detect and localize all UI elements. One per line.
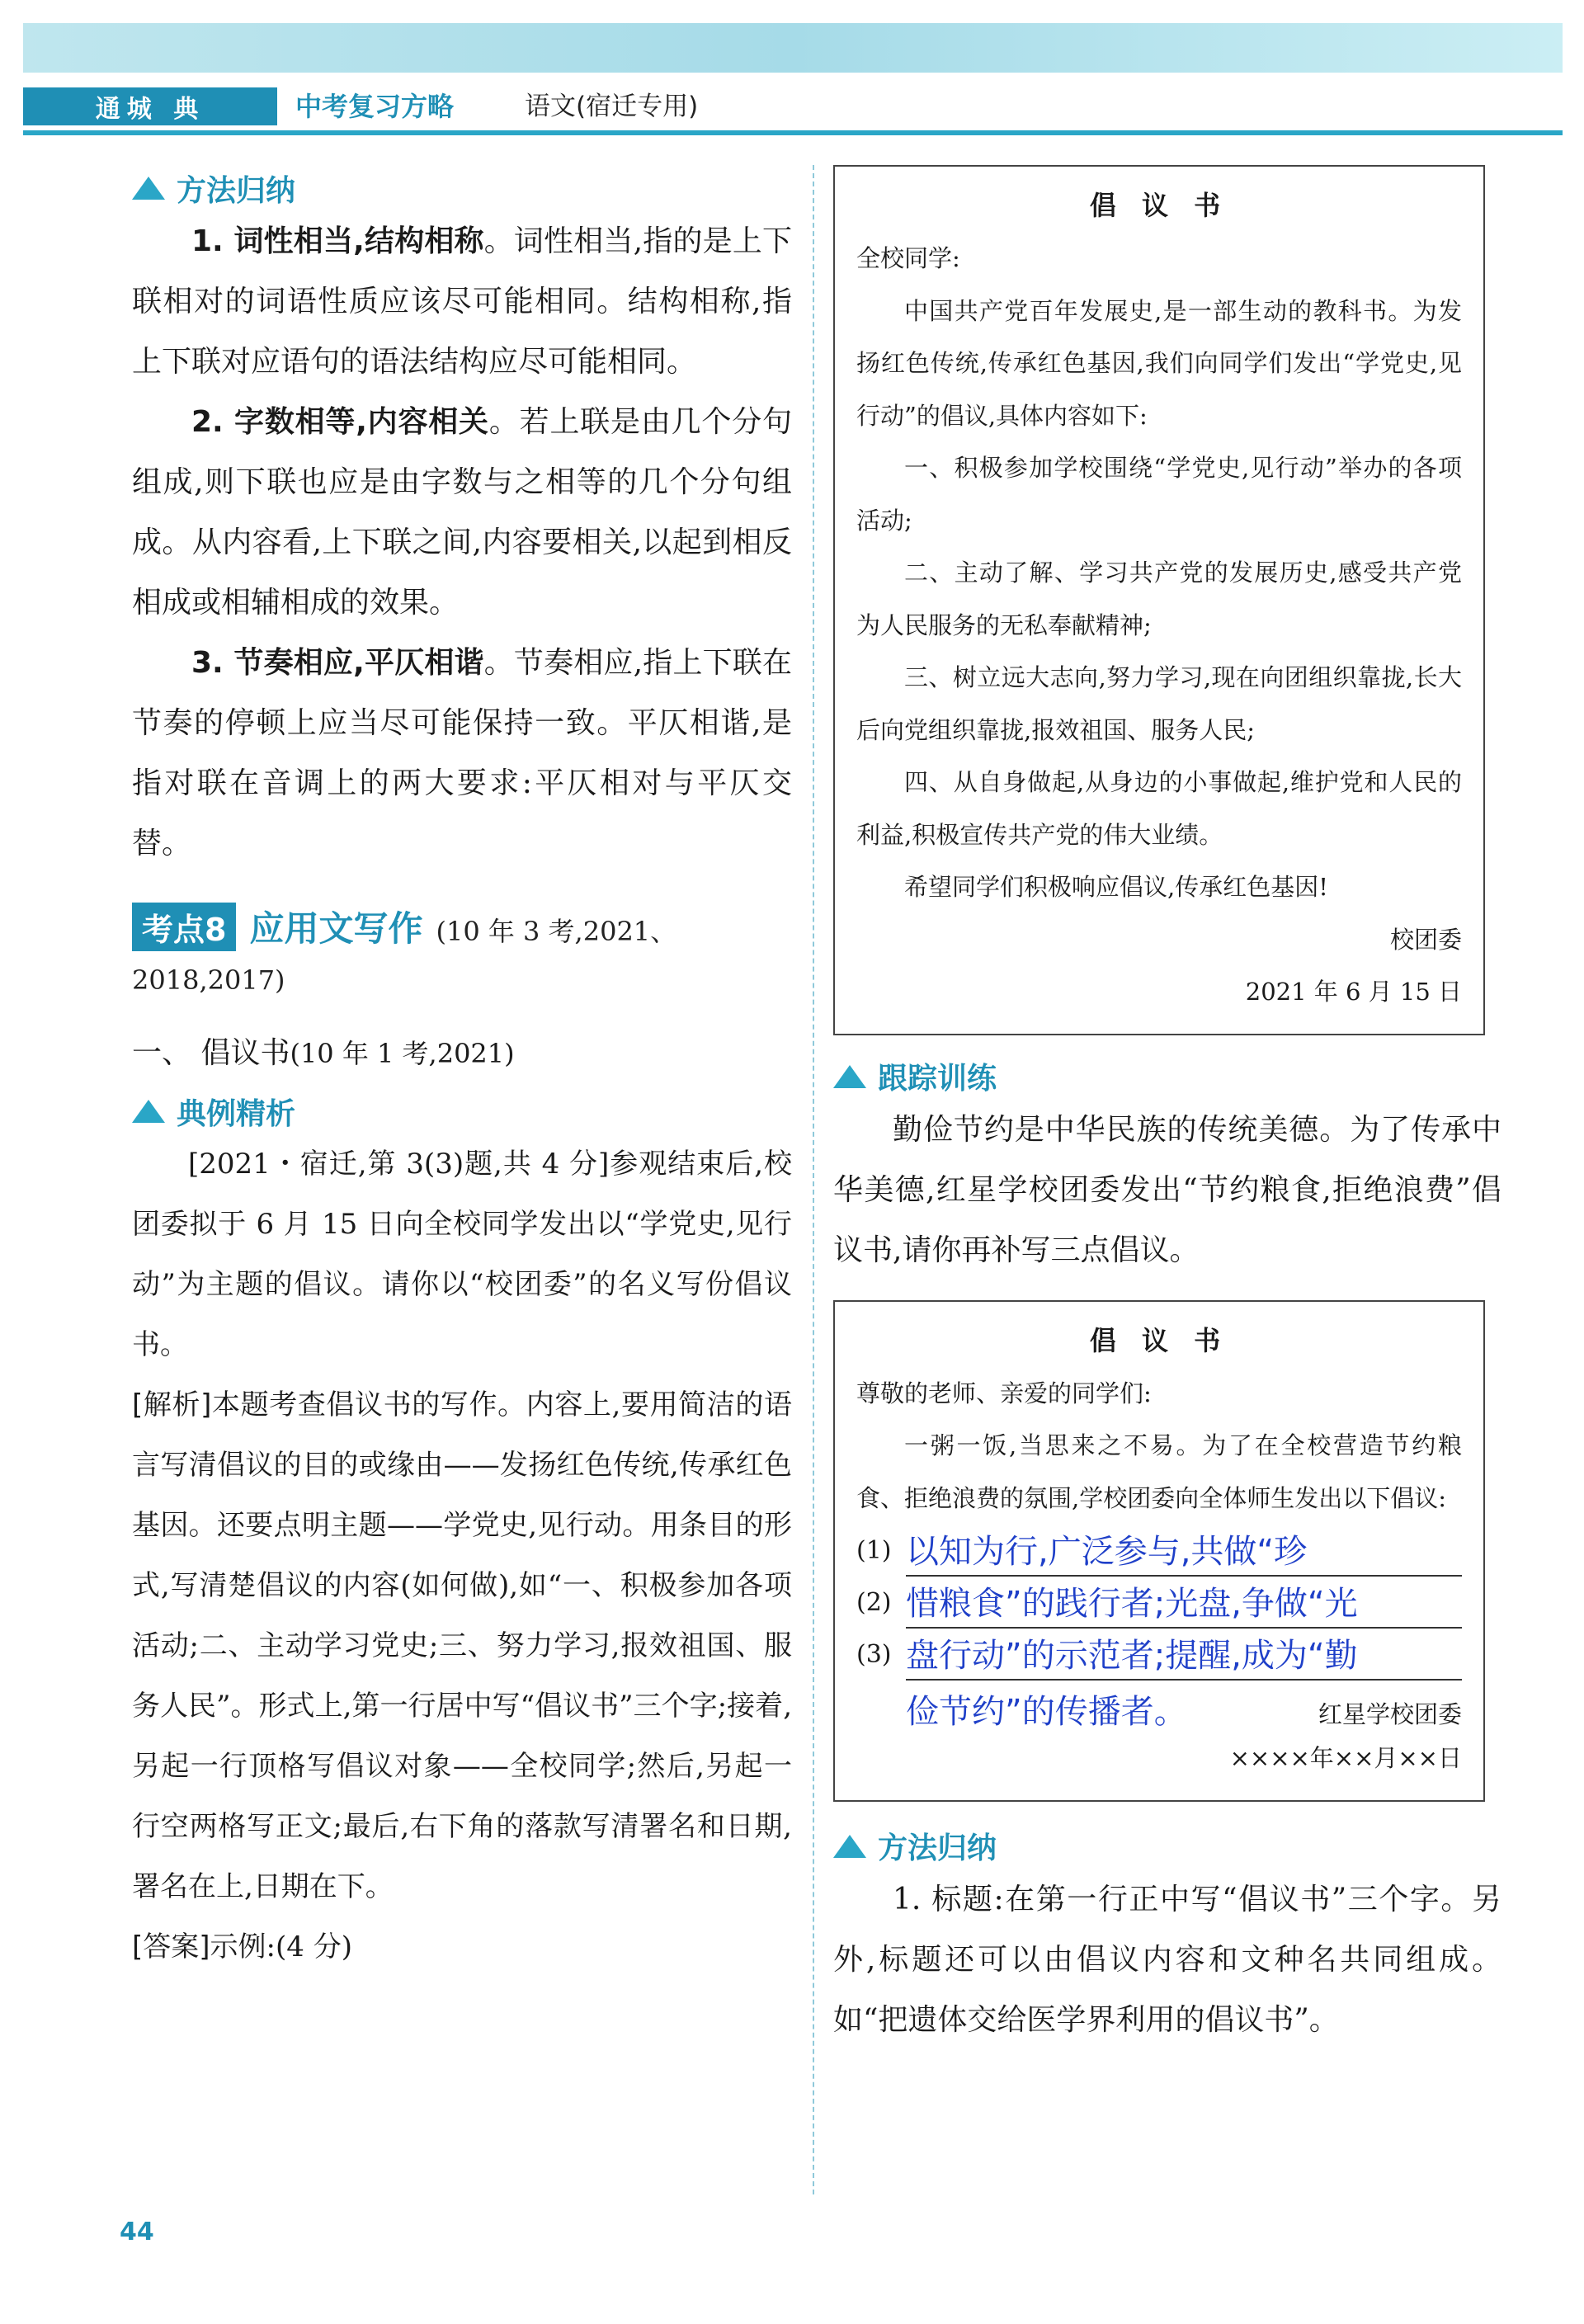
topic-frequency-cont: 2018,2017): [132, 964, 285, 996]
letter1-para-2: 一、积极参加学校围绕“学党史,见行动”举办的各项活动;: [856, 454, 1462, 535]
letter1-title: 倡 议 书: [1089, 190, 1229, 221]
method-text-3: 。节奏相应,指上下联在节奏的停顿上应当尽可能保持一致。平仄相谐,是指对联在音调上的两大要求:平仄相对与平仄交替。: [132, 646, 792, 860]
method-paragraph-2: [132, 392, 792, 633]
method2-heading: [833, 1823, 1502, 1869]
letter2-sign: 红星学校团委: [1318, 1700, 1462, 1728]
answer-line-3[interactable]: [856, 1629, 1462, 1681]
answer-tail-row: [856, 1685, 1462, 1732]
handwritten-answer-tail: 俭节约”的传播者。: [906, 1693, 1187, 1731]
answer-text: 示例:(4 分): [210, 1930, 352, 1963]
letter1-para-5: 四、从自身做起,从身边的小事做起,维护党和人民的利益,积极宣传共产党的伟大业绩。: [856, 768, 1462, 849]
method-point-2: 2. 字数相等,内容相关: [191, 405, 489, 439]
analysis-paragraph: [132, 1375, 792, 1917]
section-meta: (10 年 1 考,2021): [290, 1038, 515, 1069]
method-paragraph-1: [132, 211, 792, 392]
answer-line-1[interactable]: [856, 1525, 1462, 1577]
header-subject: 语文(宿迁专用): [525, 92, 699, 121]
method-heading: [132, 165, 792, 211]
example-question: [2021・宿迁,第 3(3)题,共 4 分]参观结束后,校团委拟于 6 月 15 日向全校同学发出以“学党史,见行动”为主题的倡议。请你以“校团委”的名义写份倡议书。: [132, 1148, 792, 1361]
right-column: [833, 165, 1502, 2050]
method2-paragraph: 1. 标题:在第一行正中写“倡议书”三个字。另外,标题还可以由倡议内容和文种名共同组成。如“把遗体交给医学界利用的倡议书”。: [833, 1882, 1502, 2037]
example-heading-label: 典例精析: [177, 1096, 296, 1131]
answer-num-1: (1): [856, 1536, 892, 1565]
handwritten-answer-3[interactable]: 盘行动”的示范者;提醒,成为“勤: [906, 1633, 1462, 1681]
method-heading-label: 方法归纳: [177, 173, 296, 208]
method-paragraph-3: [132, 633, 792, 874]
header-decor-band: [23, 23, 1563, 73]
triangle-icon: [833, 1835, 866, 1858]
training-heading-label: 跟踪训练: [878, 1062, 997, 1096]
letter1-date: 2021 年 6 月 15 日: [1245, 978, 1462, 1006]
triangle-icon: [132, 177, 165, 200]
section-heading: [132, 1030, 792, 1077]
topic-tag: 考点8: [132, 903, 236, 951]
triangle-icon: [132, 1100, 165, 1123]
topic-title: 应用文写作: [249, 908, 423, 949]
column-divider: [813, 165, 814, 2194]
topic-frequency: (10 年 3 考,2021、: [436, 916, 677, 947]
answer-num-2: (2): [856, 1588, 892, 1617]
handwritten-answer-2[interactable]: 惜粮食”的践行者;光盘,争做“光: [906, 1581, 1462, 1629]
proposal-letter-exercise: [833, 1300, 1485, 1802]
letter1-para-1: 中国共产党百年发展史,是一部生动的教科书。为发扬红色传统,传承红色基因,我们向同学们发出“学党史,见行动”的倡议,具体内容如下:: [856, 296, 1462, 430]
triangle-icon: [833, 1065, 866, 1088]
page-header: [23, 82, 1563, 135]
answer-line-2[interactable]: [856, 1577, 1462, 1629]
analysis-label: [解析]: [132, 1388, 212, 1421]
handwritten-answer-1[interactable]: 以知为行,广泛参与,共做“珍: [906, 1529, 1462, 1577]
method2-heading-label: 方法归纳: [878, 1831, 997, 1865]
method-point-3: 3. 节奏相应,平仄相谐: [191, 646, 484, 680]
training-heading: [833, 1054, 1502, 1100]
example-heading: [132, 1088, 792, 1134]
topic-heading: [132, 902, 792, 951]
method-text-1: 。词性相当,指的是上下联相对的词语性质应该尽可能相同。结构相称,指上下联对应语句的语法结构应尽可能相同。: [132, 224, 792, 379]
answer-label: [答案]: [132, 1930, 210, 1963]
letter2-salutation: 尊敬的老师、亲爱的同学们:: [856, 1379, 1152, 1407]
method-text-2: 。若上联是由几个分句组成,则下联也应是由字数与之相等的几个分句组成。从内容看,上下联之间,内容要相关,以起到相反相成或相辅相成的效果。: [132, 405, 792, 620]
section-heading-label: 一、 倡议书: [132, 1036, 290, 1070]
answer-paragraph: [132, 1917, 792, 1978]
letter2-intro: 一粥一饭,当思来之不易。为了在全校营造节约粮食、拒绝浪费的氛围,学校团委向全体师生发出以下倡议:: [856, 1431, 1462, 1512]
left-column: [132, 165, 792, 1978]
letter1-para-3: 二、主动了解、学习共产党的发展历史,感受共产党为人民服务的无私奉献精神;: [856, 559, 1462, 639]
page-number: 44: [120, 2218, 154, 2246]
training-question: 勤俭节约是中华民族的传统美德。为了传承中华美德,红星学校团委发出“节约粮食,拒绝浪费”倡议书,请你再补写三点倡议。: [833, 1112, 1502, 1267]
letter1-para-4: 三、树立远大志向,努力学习,现在向团组织靠拢,长大后向党组织靠拢,报效祖国、服务人民;: [856, 663, 1462, 744]
method-point-1: 1. 词性相当,结构相称: [191, 224, 484, 258]
letter2-title: 倡 议 书: [1089, 1324, 1229, 1356]
header-series-tag: 通城 典: [23, 87, 277, 125]
letter1-para-6: 希望同学们积极响应倡议,传承红色基因!: [904, 873, 1328, 901]
header-subtitle: 中考复习方略: [295, 91, 455, 122]
analysis-text: 本题考查倡议书的写作。内容上,要用简洁的语言写清倡议的目的或缘由——发扬红色传统,传承红色基因。还要点明主题——学党史,见行动。用条目的形式,写清楚倡议的内容(如何做),如“一、积极参加各项活动;二、主动学习党史;三、努力学习,报效祖国、服务人民”。形式上,第一行居中写“倡议书”三个字;接着,另起一行顶格写倡议对象——全校同学;然后,另起一行空两格写正文;最后,右下角的落款写清署名和日期,署名在上,日期在下。: [132, 1388, 793, 1903]
letter1-salutation: 全校同学:: [856, 244, 960, 272]
answer-num-3: (3): [856, 1640, 892, 1669]
letter1-sign: 校团委: [1389, 925, 1462, 954]
proposal-letter-example: [833, 165, 1485, 1035]
letter2-date: ××××年××月××日: [1229, 1744, 1462, 1772]
